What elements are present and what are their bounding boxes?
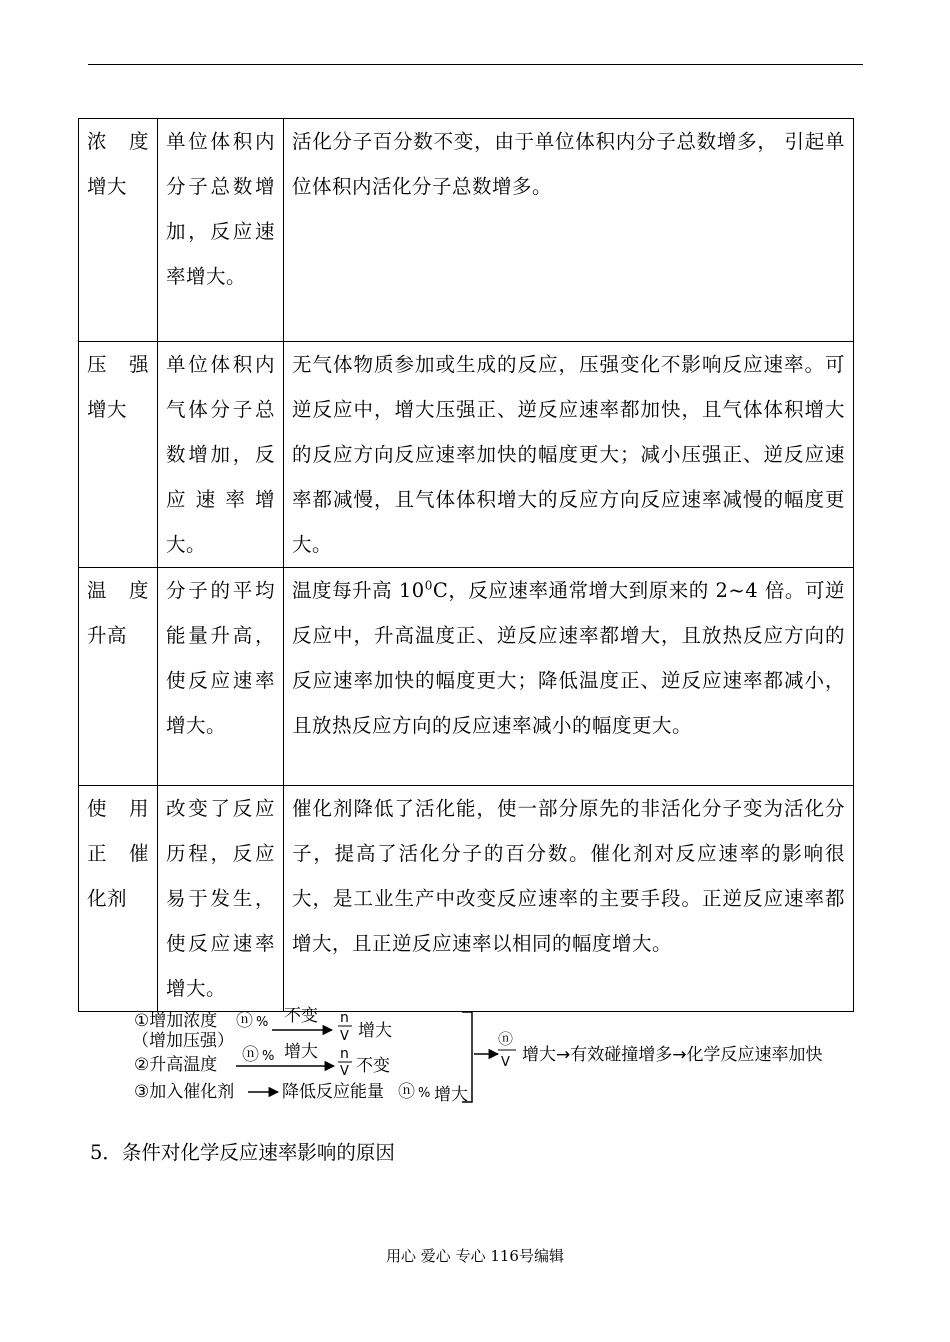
micro-cell: 单位体积内分子总数增加，反应速率增大。 xyxy=(158,119,284,342)
final-chain: 增大→有效碰撞增多→化学反应速率加快 xyxy=(522,1045,823,1065)
fraction-n: n xyxy=(340,1046,349,1062)
micro-cell: 单位体积内气体分子总数增加，反应速率增大。 xyxy=(158,342,284,568)
explanation-cell: 催化剂降低了活化能，使一部分原先的非活化分子变为活化分子，提高了活化分子的百分数。催化剂对反应速率的影响很大，是工业生产中改变反应速率的主要手段。正逆反应速率都增大，且正逆反应速率以相同的幅度增大。 xyxy=(284,786,854,1012)
page-footer: 用心 爱心 专心 116号编辑 xyxy=(386,1247,564,1265)
line2-result: 不变 xyxy=(356,1056,390,1076)
condition-cell: 浓 度增大 xyxy=(79,119,158,342)
line1-over: 不变 xyxy=(284,1006,318,1026)
line2-label: ②升高温度 xyxy=(134,1055,218,1075)
explanation-text: 温度每升高 10 xyxy=(292,579,425,602)
section-heading: 5．条件对化学反应速率影响的原因 xyxy=(90,1141,395,1164)
n-symbol: ⓝ xyxy=(242,1045,259,1065)
table-row xyxy=(79,119,854,342)
table-row xyxy=(79,786,854,1012)
line1-label: ①增加浓度 xyxy=(134,1011,218,1031)
micro-cell: 改变了反应历程，反应易于发生，使反应速率增大。 xyxy=(158,786,284,1012)
factor-table xyxy=(78,118,854,1012)
n-symbol: ⓝ xyxy=(236,1011,253,1031)
fraction-v: V xyxy=(340,1029,349,1044)
condition-cell: 压 强增大 xyxy=(79,342,158,568)
explanation-cell: 无气体物质参加或生成的反应，压强变化不影响反应速率。可逆反应中，增大压强正、逆反应速率都加快，且气体体积增大的反应方向反应速率加快的幅度更大；减小压强正、逆反应速率都减慢，且气体体积增大的反应方向反应速率减慢的幅度更大。 xyxy=(284,342,854,568)
n-symbol: ⓝ xyxy=(398,1082,415,1102)
header-rule xyxy=(88,64,863,65)
line3-label: ③加入催化剂 xyxy=(134,1082,235,1102)
explanation-cell xyxy=(284,568,854,786)
line3-mid: 降低反应能量 xyxy=(282,1082,384,1102)
fraction-v: V xyxy=(501,1055,510,1070)
percent-sign: % xyxy=(418,1086,431,1101)
percent-sign: % xyxy=(262,1049,275,1064)
mechanism-diagram xyxy=(132,1004,872,1109)
degree-superscript: 0 xyxy=(424,578,433,593)
micro-cell: 分子的平均能量升高，使反应速率增大。 xyxy=(158,568,284,786)
condition-cell: 温 度升高 xyxy=(79,568,158,786)
percent-sign: % xyxy=(256,1015,269,1030)
fraction-v: V xyxy=(340,1064,349,1079)
explanation-cell: 活化分子百分数不变，由于单位体积内分子总数增多， 引起单位体积内活化分子总数增多。 xyxy=(284,119,854,342)
explanation-text: C，反应速率通常增大到原来的 2~4 倍。可逆反应中，升高温度正、逆反应速率都增大，且放热反应方向的反应速率加快的幅度更大；降低温度正、逆反应速率都减小，且放热反应方向的反应速率减小的幅度更大。 xyxy=(292,579,845,737)
table-row xyxy=(79,568,854,786)
line3-result: 增大 xyxy=(434,1085,468,1105)
line1-result: 增大 xyxy=(358,1021,392,1041)
table-row xyxy=(79,342,854,568)
line1-sub: （增加压强） xyxy=(132,1031,234,1051)
line2-over: 增大 xyxy=(284,1042,318,1062)
n-symbol: ⓝ xyxy=(498,1030,514,1048)
fraction-n: n xyxy=(340,1010,349,1026)
condition-cell: 使 用正 催化剂 xyxy=(79,786,158,1012)
